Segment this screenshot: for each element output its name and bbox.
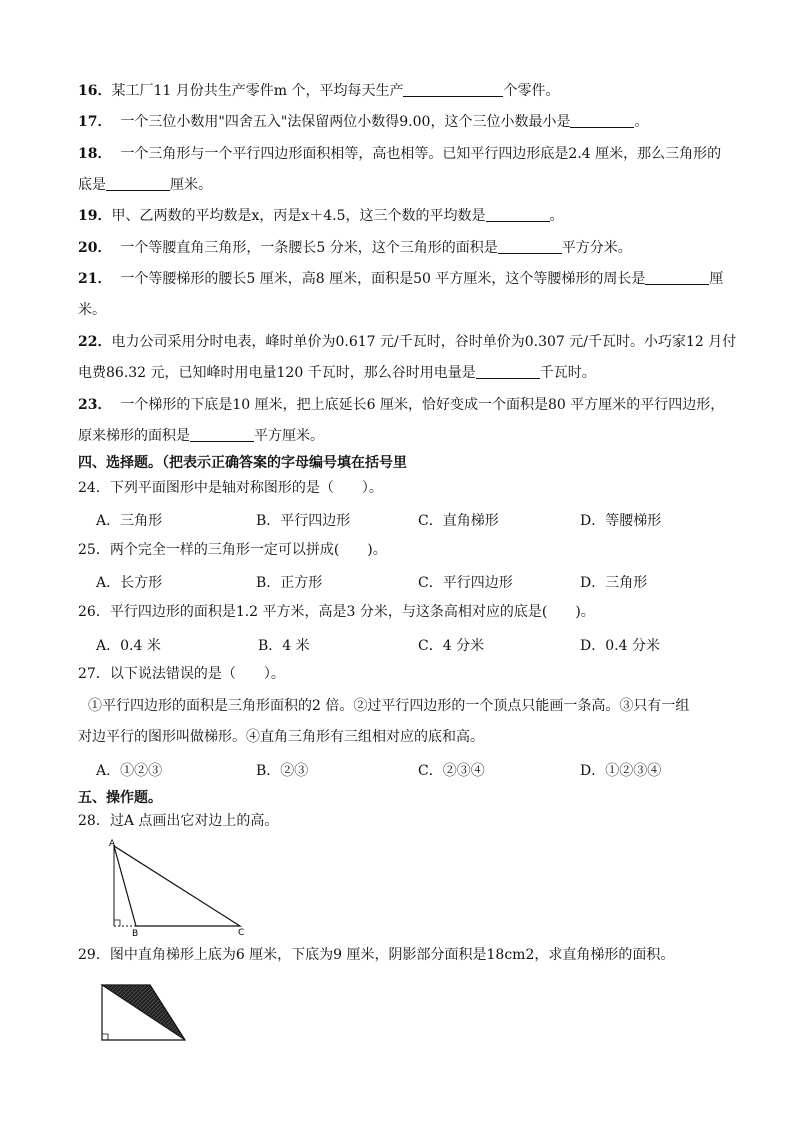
question-text: 电力公司采用分时电表，峰时单价为0.617 元/千瓦时，谷时单价为0.307 元/千瓦时。小巧家12 月付	[111, 334, 737, 350]
question-number: 22．	[78, 334, 112, 350]
option-a[interactable]: A．三角形	[96, 513, 163, 529]
option-d[interactable]: D．0.4 分米	[580, 638, 660, 654]
option-b[interactable]: B．4 米	[258, 638, 310, 654]
question-21	[78, 270, 723, 288]
answer-blank[interactable]	[498, 239, 562, 254]
question-number: 23．	[78, 397, 112, 413]
answer-blank[interactable]	[486, 207, 550, 222]
answer-blank[interactable]	[645, 270, 709, 285]
answer-blank[interactable]	[570, 113, 634, 128]
question-tail: 。	[549, 208, 564, 224]
answer-blank[interactable]	[106, 176, 170, 191]
triangle-abc	[114, 846, 240, 926]
question-number: 17．	[78, 114, 112, 130]
option-c[interactable]: C．②③④	[418, 763, 485, 779]
question-tail: 千瓦时。	[539, 365, 596, 381]
vertex-c-label: C	[238, 928, 245, 938]
question-tail: 平方厘米。	[254, 428, 324, 444]
question-22	[78, 333, 736, 351]
option-d[interactable]: D．①②③④	[580, 763, 662, 779]
section-title: 四、选择题。（把表示正确答案的字母编号填在括号里	[78, 455, 407, 471]
vertex-a-label: A	[109, 839, 116, 849]
question-text: 一个三角形与一个平行四边形面积相等，高也相等。已知平行四边形底是2.4 厘米，那么三角形的	[120, 146, 722, 162]
question-27-statements-cont: 对边平行的图形叫做梯形。④直角三角形有三组相对应的底和高。	[78, 729, 484, 745]
option-a[interactable]: A．长方形	[96, 575, 163, 591]
trapezoid-figure	[95, 980, 195, 1045]
option-c[interactable]: C．直角梯形	[418, 513, 499, 529]
option-b[interactable]: B．正方形	[256, 575, 323, 591]
question-19	[78, 207, 564, 225]
triangle-figure	[100, 838, 250, 938]
option-a[interactable]: A．①②③	[96, 763, 163, 779]
question-21-cont	[78, 301, 106, 319]
question-20	[78, 239, 632, 257]
question-number: 18．	[78, 146, 112, 162]
option-d[interactable]: D．等腰梯形	[580, 513, 662, 529]
question-tail: 厘米。	[170, 177, 212, 193]
option-b[interactable]: B．平行四边形	[256, 513, 351, 529]
question-tail: 平方分米。	[561, 240, 632, 256]
question-text: 一个等腰梯形的腰长5 厘米，高8 厘米，面积是50 平方厘米，这个等腰梯形的周长是	[120, 271, 646, 287]
question-tail: 厘	[709, 271, 724, 287]
option-b[interactable]: B．②③	[256, 763, 309, 779]
question-text: 原来梯形的面积是	[78, 428, 190, 444]
question-number: 20．	[78, 240, 112, 256]
question-text: 某工厂11 月份共生产零件m 个，平均每天生产	[111, 83, 404, 99]
question-number: 16．	[78, 83, 112, 99]
question-text: 米。	[78, 302, 106, 318]
question-27: 27．以下说法错误的是（ ）。	[78, 666, 285, 682]
question-25: 25．两个完全一样的三角形一定可以拼成( )。	[78, 542, 387, 558]
question-text: 一个三位小数用"四舍五入"法保留两位小数得9.00，这个三位小数最小是	[120, 114, 571, 130]
option-a[interactable]: A．0.4 米	[96, 638, 161, 654]
option-c[interactable]: C．平行四边形	[418, 575, 513, 591]
question-number: 19．	[78, 208, 112, 224]
question-text: 一个等腰直角三角形，一条腰长5 分米，这个三角形的面积是	[120, 240, 498, 256]
answer-blank[interactable]	[190, 427, 254, 442]
question-text: 一个梯形的下底是10 厘米，把上底延长6 厘米，恰好变成一个面积是80 平方厘米的平行四边形，	[120, 397, 725, 413]
question-text: 甲、乙两数的平均数是x，丙是x＋4.5，这三个数的平均数是	[111, 208, 486, 224]
vertex-b-label: B	[132, 929, 139, 938]
answer-blank[interactable]	[403, 82, 503, 97]
section-title: 五、操作题。	[78, 790, 162, 806]
question-18-cont	[78, 176, 212, 194]
question-27-statements: ①平行四边形的面积是三角形面积的2 倍。②过平行四边形的一个顶点只能画一条高。③只有一组	[88, 698, 690, 714]
question-28: 28．过A 点画出它对边上的高。	[78, 813, 279, 829]
question-17	[78, 113, 648, 131]
right-angle-mark	[114, 920, 120, 926]
question-22-cont	[78, 364, 596, 382]
question-26: 26．平行四边形的面积是1.2 平方米，高是3 分米，与这条高相对应的底是( )。	[78, 604, 595, 620]
question-tail: 个零件。	[503, 83, 560, 99]
question-number: 21．	[78, 271, 112, 287]
question-23	[78, 396, 724, 414]
question-24: 24．下列平面图形中是轴对称图形的是（ ）。	[78, 480, 383, 496]
question-16	[78, 82, 559, 100]
option-d[interactable]: D．三角形	[580, 575, 648, 591]
answer-blank[interactable]	[476, 364, 540, 379]
question-18	[78, 145, 721, 163]
option-c[interactable]: C．4 分米	[418, 638, 485, 654]
question-tail: 。	[634, 114, 649, 130]
question-29: 29．图中直角梯形上底为6 厘米，下底为9 厘米，阴影部分面积是18cm2，求直角梯形的面积。	[78, 947, 675, 963]
question-text: 底是	[78, 177, 106, 193]
question-23-cont	[78, 427, 324, 445]
question-text: 电费86.32 元，已知峰时用电量120 千瓦时，那么谷时用电量是	[78, 365, 476, 381]
